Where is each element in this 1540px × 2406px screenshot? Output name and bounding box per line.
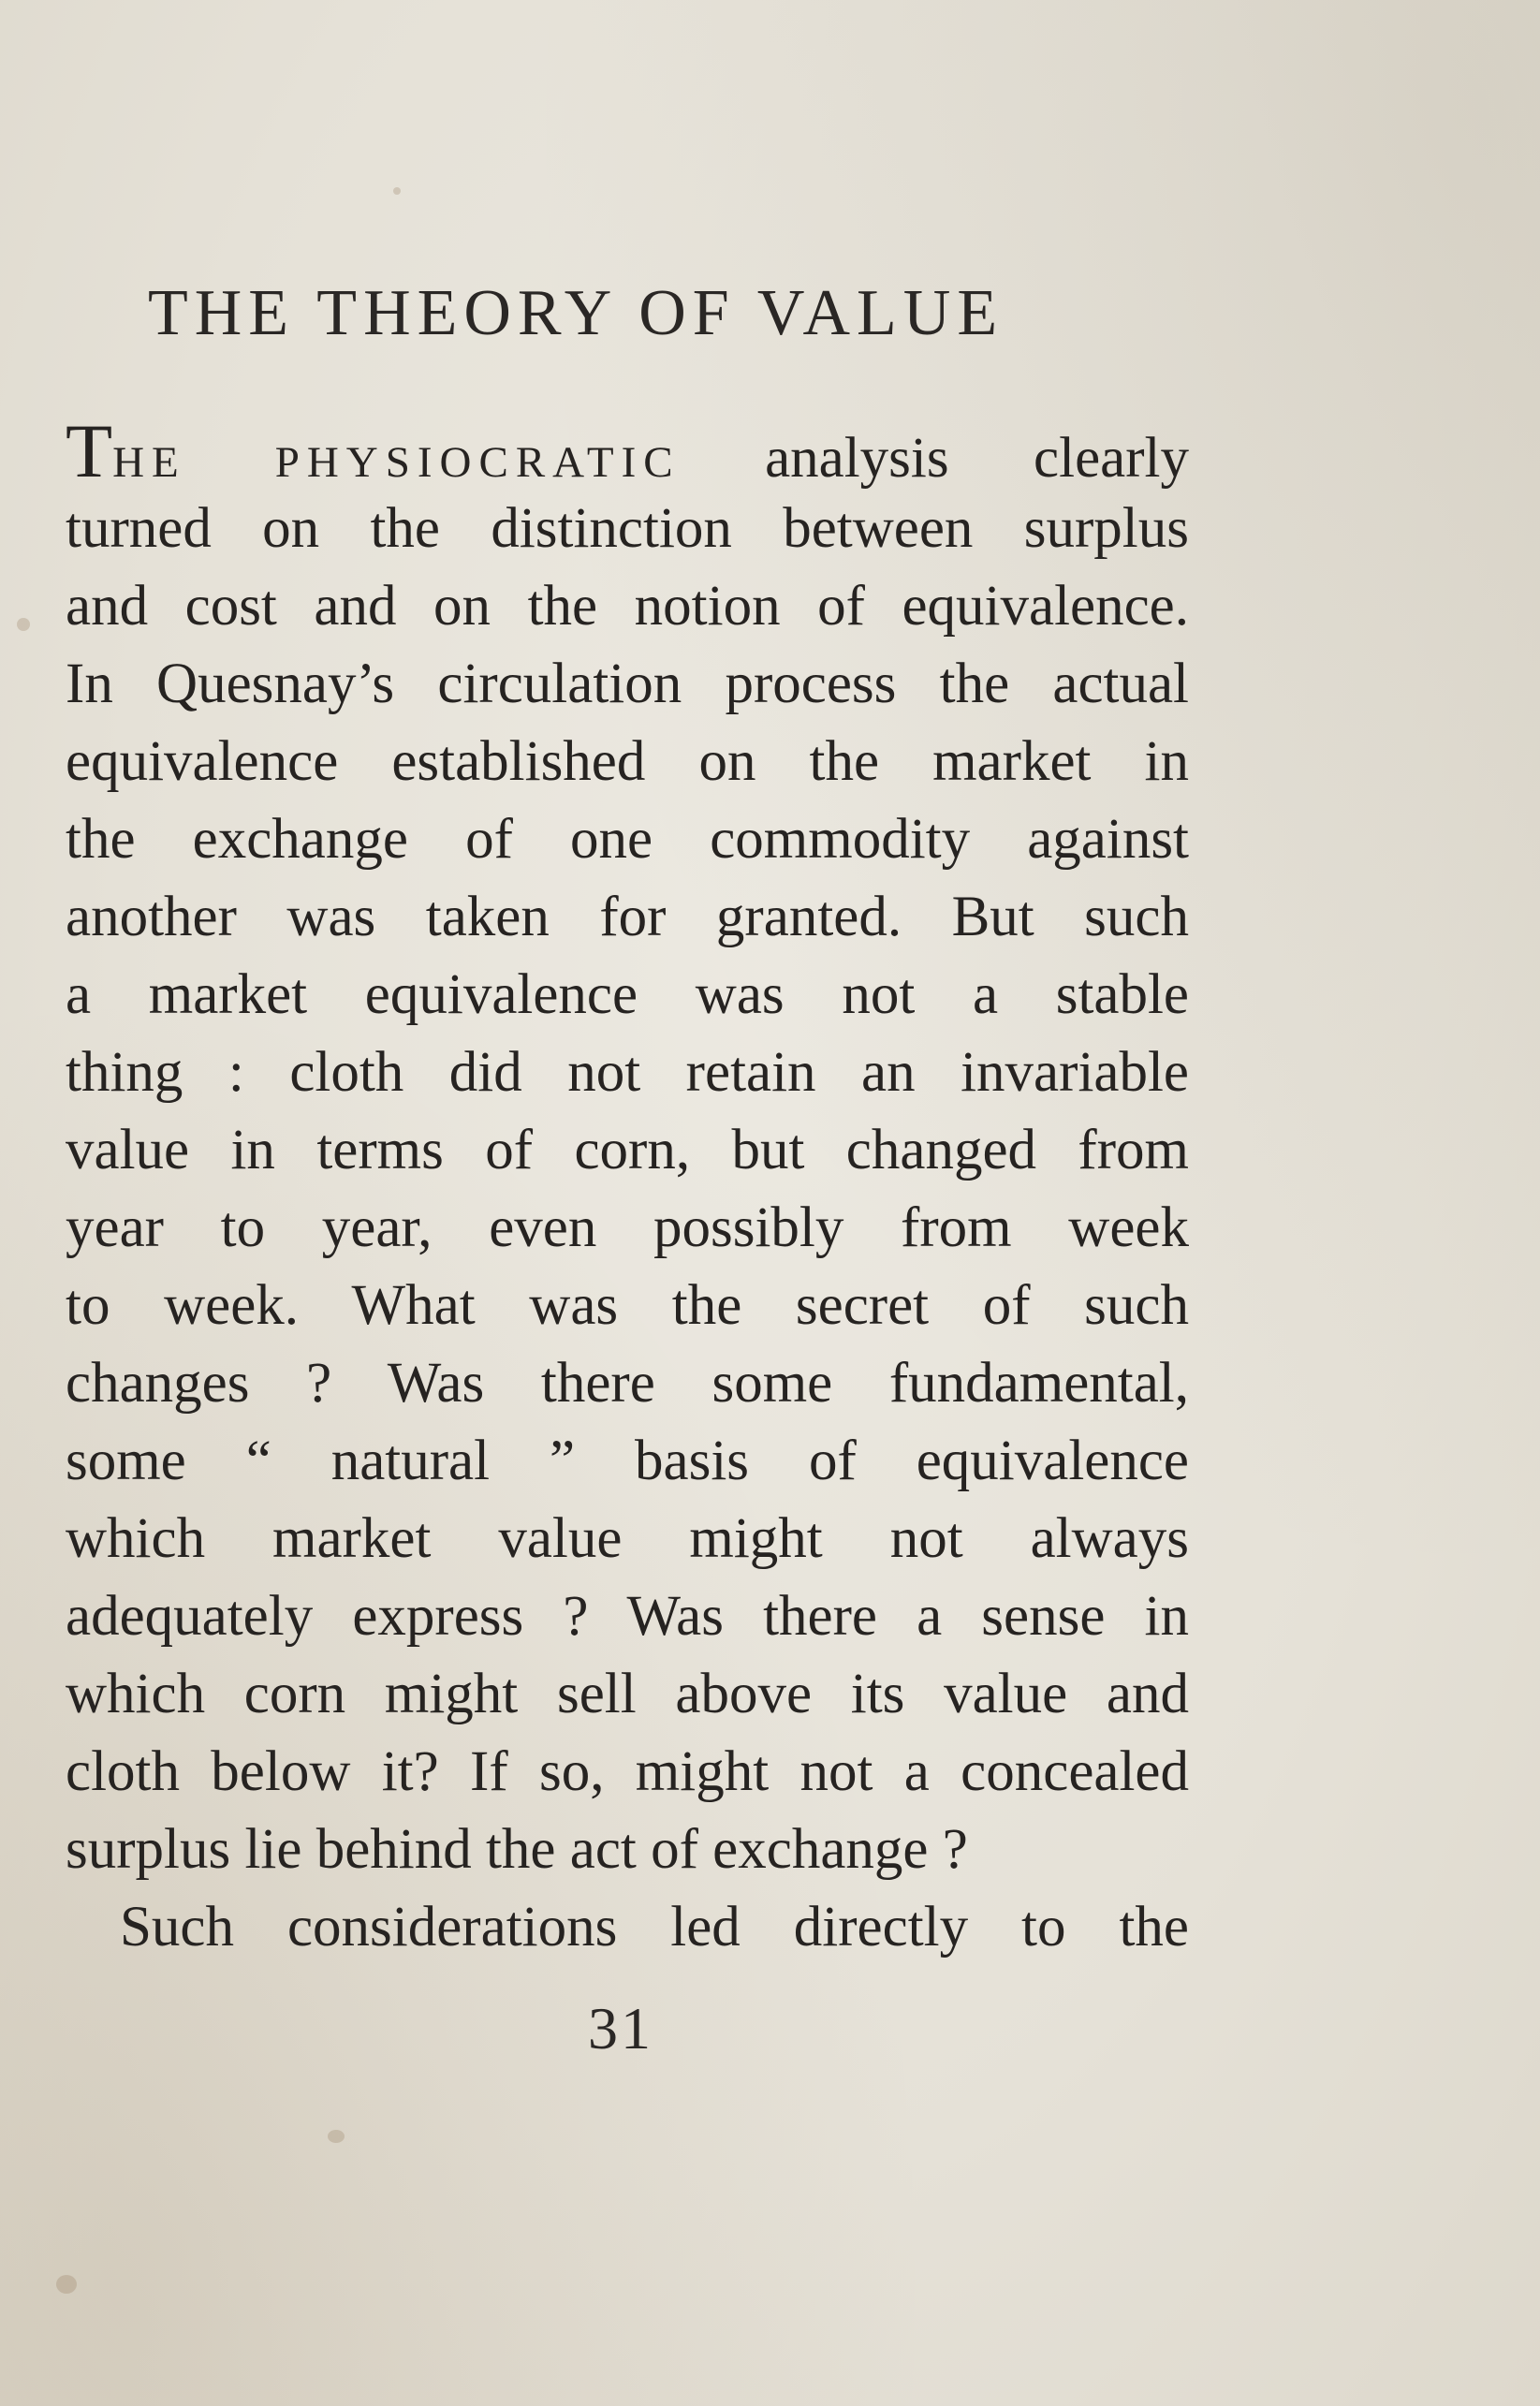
second-paragraph-line: Such considerations led directly to the [120,1896,1189,1959]
first-line [66,408,1189,493]
text-line: which market value might not always [66,1507,1189,1570]
paper-stain [328,2130,345,2143]
first-line-rest: analysis clearly [680,427,1189,490]
drop-cap: T [66,408,113,493]
small-caps-lead: HE PHYSIOCRATIC [112,438,681,487]
text-line: a market equivalence was not a stable [66,963,1189,1026]
text-line: adequately express ? Was there a sense in [66,1585,1189,1648]
text-line: equivalence established on the market in [66,730,1189,793]
text-line: to week. What was the secret of such [66,1274,1189,1337]
text-line: some “ natural ” basis of equivalence [66,1430,1189,1492]
text-line: year to year, even possibly from week [66,1196,1189,1259]
body-text [66,408,1189,1966]
text-line: the exchange of one commodity against [66,808,1189,871]
text-line: turned on the distinction between surplus [66,497,1189,560]
paper-stain [17,618,30,631]
text-line: changes ? Was there some fundamental, [66,1352,1189,1415]
running-head: THE THEORY OF VALUE [148,277,1005,349]
paper-stain [56,2275,77,2294]
text-line: In Quesnay’s circulation process the actual [66,653,1189,715]
paper-stain [393,187,401,195]
text-line: cloth below it? If so, might not a concealed [66,1740,1189,1803]
text-line: thing : cloth did not retain an invariable [66,1041,1189,1104]
text-line: value in terms of corn, but changed from [66,1119,1189,1181]
text-line: another was taken for granted. But such [66,886,1189,948]
paragraph-end-line: surplus lie behind the act of exchange ? [66,1818,968,1881]
text-line: which corn might sell above its value and [66,1663,1189,1725]
text-line: and cost and on the notion of equivalence. [66,575,1189,638]
page-number: 31 [588,1995,653,2061]
